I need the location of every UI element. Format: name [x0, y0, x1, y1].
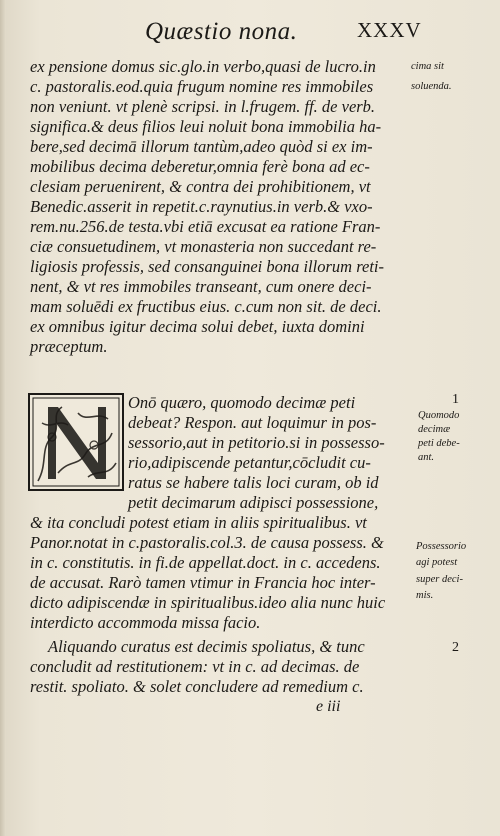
margin-note: super deci-: [416, 574, 463, 585]
margin-note: peti debe-: [418, 438, 460, 449]
text-line: ciæ consuetudinem, vt monasteria non succedant re-: [30, 237, 377, 256]
text-line: præceptum.: [30, 337, 108, 356]
decorated-initial-n-icon: [28, 393, 124, 491]
text-line: ex pensione domus sic.glo.in verbo,quasi de lucro.in: [30, 57, 376, 76]
margin-note: Quomodo: [418, 410, 460, 421]
text-line: significa.& deus filios leui noluit bona immobilia ha-: [30, 117, 382, 136]
text-line: sessorio,aut in petitorio.si in possesso-: [128, 433, 385, 452]
text-line: Aliquando curatus est decimis spoliatus, & tunc: [48, 637, 365, 656]
text-line: bere,sed decimā illorum tantùm,adeo quòd si ex im-: [30, 137, 373, 156]
text-line: in c. constitutis. in fi.de appellat.doct. in c. accedens.: [30, 553, 381, 572]
signature-mark: e iii: [316, 698, 341, 715]
text-line: c. pastoralis.eod.quia frugum nomine res immobiles: [30, 77, 374, 96]
marginal-number: 1: [452, 392, 459, 407]
text-line: non veniunt. vt plenè scripsi. in l.frugem. ff. de verb.: [30, 97, 376, 116]
gutter-shadow: [0, 0, 6, 836]
text-line: mobilibus decima deberetur,omnia ferè bona ad ec-: [30, 157, 370, 176]
text-line: rio,adipiscende petantur,cōcludit cu-: [128, 453, 371, 472]
marginal-number: 2: [452, 640, 459, 655]
text-line: clesiam peruenirent, & contra dei prohibitionem, vt: [30, 177, 371, 196]
margin-note: soluenda.: [411, 81, 452, 92]
text-line: Onō quæro, quomodo decimæ peti: [128, 393, 356, 412]
margin-note: ant.: [418, 452, 435, 463]
text-line: & ita concludi potest etiam in aliis spiritualibus. vt: [30, 513, 367, 532]
text-line: rem.nu.256.de testa.vbi etiā excusat ea ratione Fran-: [30, 217, 381, 236]
running-header: [0, 18, 500, 52]
margin-note: cima sit: [411, 61, 444, 72]
text-line: restit. spoliato. & solet concludere ad remedium c.: [30, 677, 364, 696]
text-line: ex omnibus igitur decima solui debet, iuxta domini: [30, 317, 365, 336]
margin-note: mis.: [416, 590, 434, 601]
folio-number: XXXV: [357, 18, 422, 42]
text-line: ligiosis professis, sed consanguinei bona illorum reti-: [30, 257, 384, 276]
text-line: debeat? Respon. aut loquimur in pos-: [128, 413, 377, 432]
text-line: de accusat. Rarò tamen vtimur in Francia hoc inter-: [30, 573, 376, 592]
text-line: Panor.notat in c.pastoralis.col.3. de causa possess. &: [30, 533, 384, 552]
header-title: Quæstio nona.: [145, 18, 298, 45]
text-line: nent, & vt res immobiles transeant, cum onere deci-: [30, 277, 372, 296]
text-line: ratus se habere talis loci curam, ob id: [128, 473, 379, 492]
margin-note: agi potest: [416, 557, 458, 568]
margin-note: Possessorio: [416, 541, 467, 552]
text-line: dicto adipiscendæ in spiritualibus.ideo alia nunc huic: [30, 593, 386, 612]
margin-note: decimæ: [418, 424, 451, 435]
text-line: concludit ad restitutionem: vt in c. ad decimas. de: [30, 657, 360, 676]
text-line: interdicto accommoda missa facio.: [30, 613, 261, 632]
text-line: petit decimarum adipisci possessione,: [128, 493, 379, 512]
text-line: Benedic.asserit in repetit.c.raynutius.in verb.& vxo-: [30, 197, 373, 216]
text-line: mam soluēdi ex fructibus eius. c.cum non sit. de deci.: [30, 297, 382, 316]
